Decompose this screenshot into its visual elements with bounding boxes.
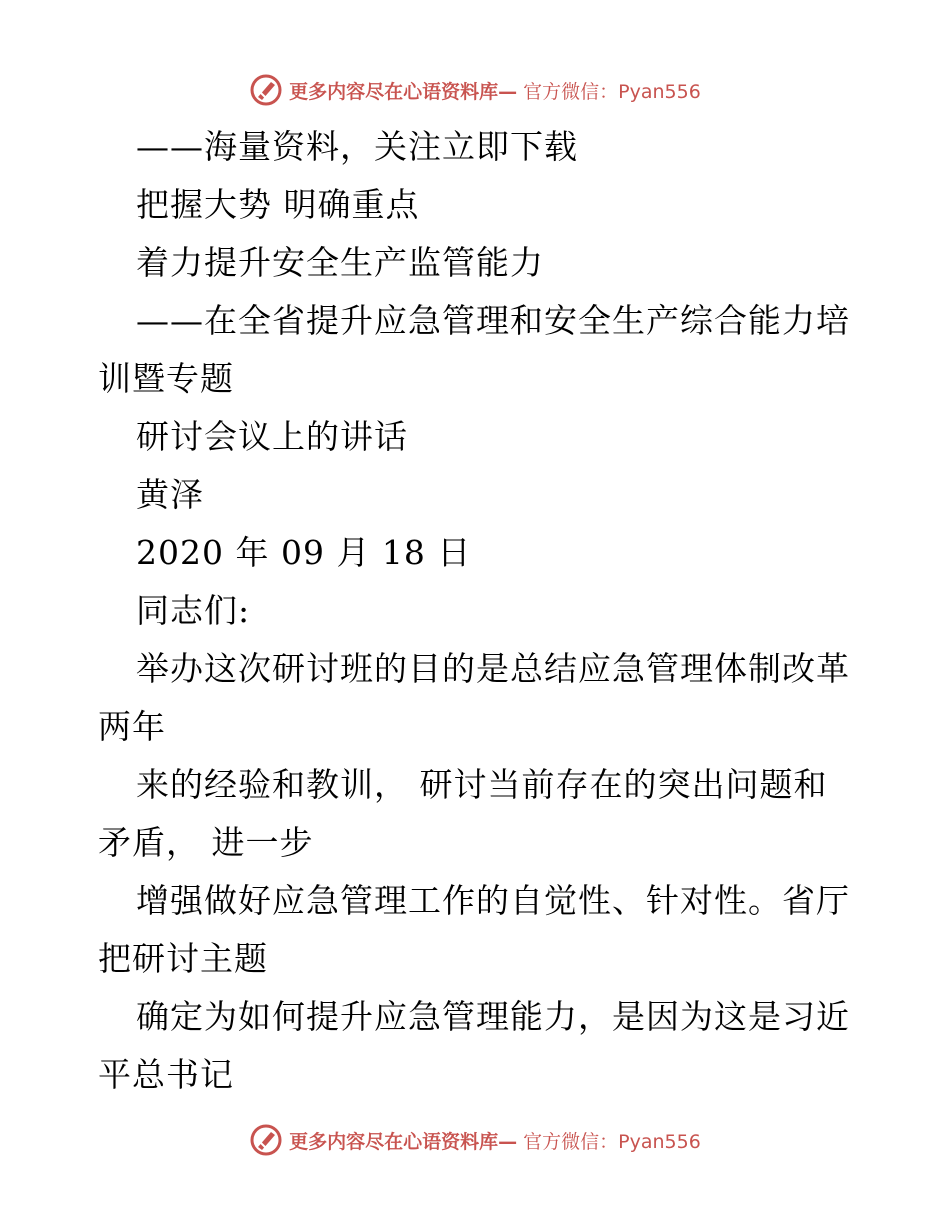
author-name: 黄泽	[136, 475, 204, 514]
seal-logo-icon	[249, 1123, 283, 1157]
banner-main-text: 更多内容尽在心语资料库—	[289, 1130, 518, 1153]
banner-wechat-text: 官方微信：Pyan556	[523, 80, 701, 103]
text-line: 矛盾， 进一步	[98, 823, 314, 862]
text-line: 确定为如何提升应急管理能力，是因为这是习近	[136, 997, 850, 1036]
text-line: ——在全省提升应急管理和安全生产综合能力培	[136, 301, 850, 340]
document-body	[98, 118, 858, 1104]
document-date: 2020 年 09 月 18 日	[136, 533, 472, 572]
text-line: 举办这次研讨班的目的是总结应急管理体制改革	[136, 649, 850, 688]
text-line: 把握大势 明确重点	[136, 185, 420, 224]
text-line: ——海量资料，关注立即下载	[136, 127, 578, 166]
text-line: 训暨专题	[98, 359, 234, 398]
header-banner	[0, 70, 950, 110]
text-line: 研讨会议上的讲话	[136, 417, 408, 456]
text-line: 平总书记	[98, 1055, 234, 1094]
text-line: 增强做好应急管理工作的自觉性、针对性。省厅	[136, 881, 850, 920]
seal-logo-icon	[249, 73, 283, 107]
text-line: 把研讨主题	[98, 939, 268, 978]
text-line: 来的经验和教训， 研讨当前存在的突出问题和	[136, 765, 828, 804]
text-line: 两年	[98, 707, 166, 746]
banner-wechat-text: 官方微信：Pyan556	[523, 1130, 701, 1153]
footer-banner	[0, 1120, 950, 1160]
salutation: 同志们:	[136, 591, 251, 630]
text-line: 着力提升安全生产监管能力	[136, 243, 544, 282]
banner-main-text: 更多内容尽在心语资料库—	[289, 80, 518, 103]
